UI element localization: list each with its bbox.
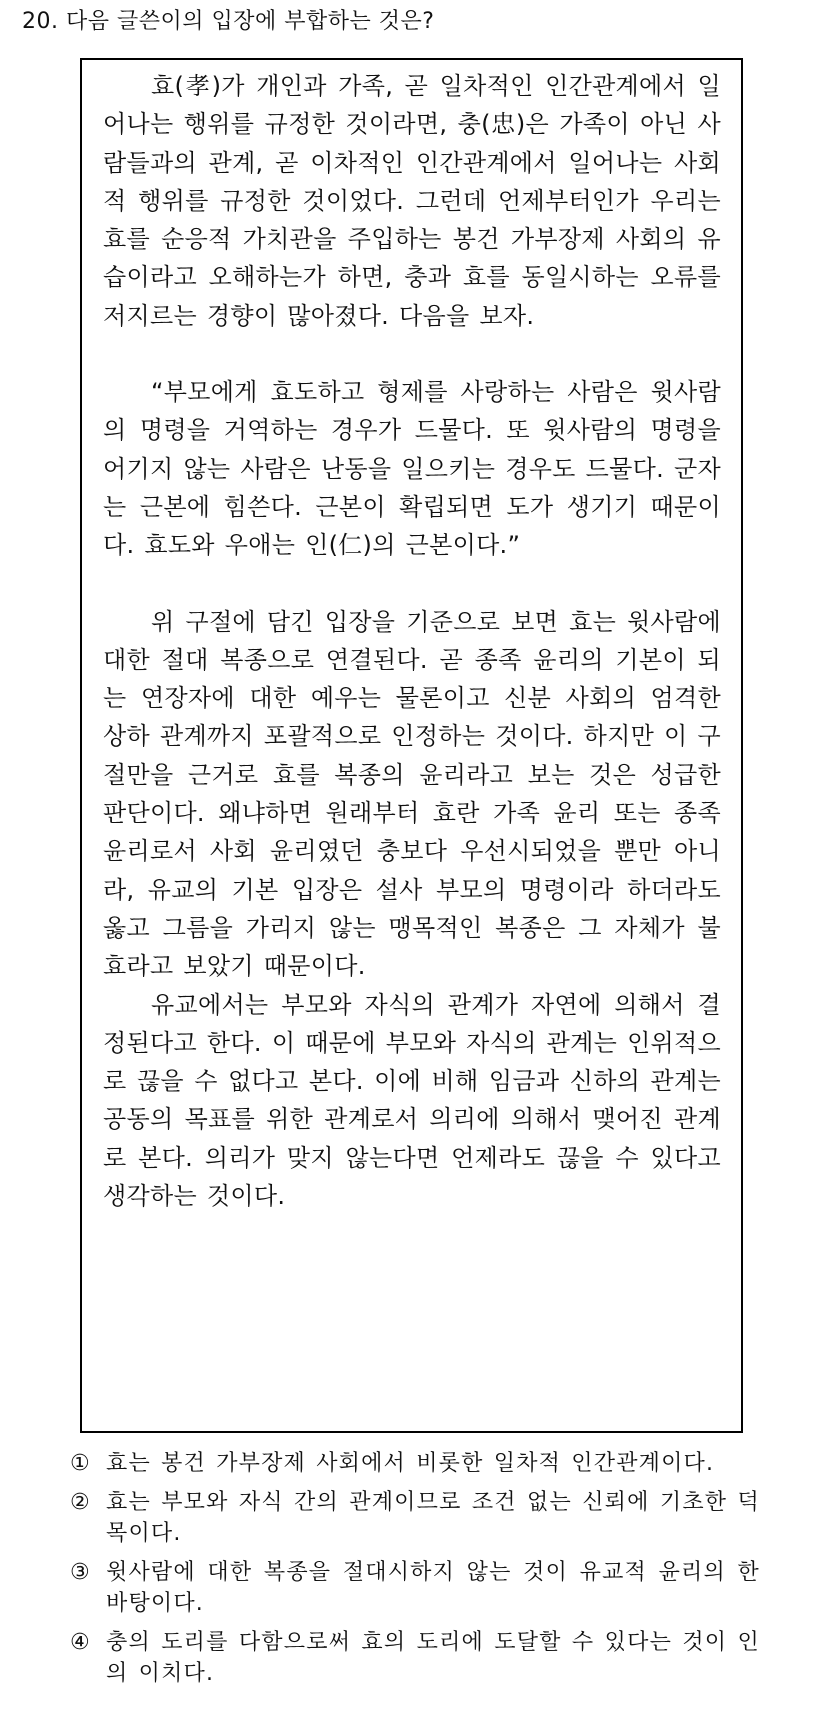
choice-text: 효는 부모와 자식 간의 관계이므로 조건 없는 신뢰에 기초한 덕목이다. (106, 1490, 760, 1546)
choice-text: 윗사람에 대한 복종을 절대시하지 않는 것이 유교적 윤리의 한 바탕이다. (106, 1560, 760, 1616)
choice-1[interactable] (70, 1448, 760, 1479)
choice-number: ③ (70, 1560, 91, 1585)
paragraph-spacer (103, 335, 721, 373)
answer-choices (70, 1448, 760, 1697)
choice-text: 효는 봉건 가부장제 사회에서 비롯한 일차적 인간관계이다. (106, 1451, 715, 1476)
choice-4[interactable] (70, 1627, 760, 1689)
choice-number: ④ (70, 1630, 91, 1655)
passage-paragraph-4: 유교에서는 부모와 자식의 관계가 자연에 의해서 결정된다고 한다. 이 때문에 부모와 자식의 관계는 인위적으로 끊을 수 없다고 본다. 이에 비해 임금과 신하의 관계는 공동의 목표를 위한 관계로서 의리에 의해서 맺어진 관계로 본다. 의리가 맞지 않는다면 언제라도 끊을 수 있다고 생각하는 것이다. (103, 990, 721, 1211)
choice-number: ① (70, 1451, 91, 1476)
choice-number: ② (70, 1490, 91, 1515)
passage-box (80, 58, 743, 1433)
passage-quote: “부모에게 효도하고 형제를 사랑하는 사람은 윗사람의 명령을 거역하는 경우가 드물다. 또 윗사람의 명령을 어기지 않는 사람은 난동을 일으키는 경우도 드물다. 군자는 근본에 힘쓴다. 근본이 확립되면 도가 생기기 때문이다. 효도와 우애는 인(仁)의 근본이다.” (103, 378, 721, 560)
paragraph-spacer (103, 565, 721, 603)
question-title: 20. 다음 글쓴이의 입장에 부합하는 것은? (22, 9, 435, 34)
choice-text: 충의 도리를 다함으로써 효의 도리에 도달할 수 있다는 것이 인의 이치다. (106, 1630, 760, 1686)
choice-2[interactable] (70, 1487, 760, 1549)
passage-paragraph-3: 위 구절에 담긴 입장을 기준으로 보면 효는 윗사람에 대한 절대 복종으로 연결된다. 곧 종족 윤리의 기본이 되는 연장자에 대한 예우는 물론이고 신분 사회의 엄격한 상하 관계까지 포괄적으로 인정하는 것이다. 하지만 이 구절만을 근거로 효를 복종의 윤리라고 보는 것은 성급한 판단이다. 왜냐하면 원래부터 효란 가족 윤리 또는 종족 윤리로서 사회 윤리였던 충보다 우선시되었을 뿐만 아니라, 유교의 기본 입장은 설사 부모의 명령이라 하더라도 옳고 그름을 가리지 않는 맹목적인 복종은 그 자체가 불효라고 보았기 때문이다. (103, 607, 721, 981)
choice-3[interactable] (70, 1557, 760, 1619)
passage-paragraph-1: 효(孝)가 개인과 가족, 곧 일차적인 인간관계에서 일어나는 행위를 규정한 것이라면, 충(忠)은 가족이 아닌 사람들과의 관계, 곧 이차적인 인간관계에서 일어나는 사회적 행위를 규정한 것이었다. 그런데 언제부터인가 우리는 효를 순응적 가치관을 주입하는 봉건 가부장제 사회의 유습이라고 오해하는가 하면, 충과 효를 동일시하는 오류를 저지르는 경향이 많아졌다. 다음을 보자. (103, 72, 721, 330)
